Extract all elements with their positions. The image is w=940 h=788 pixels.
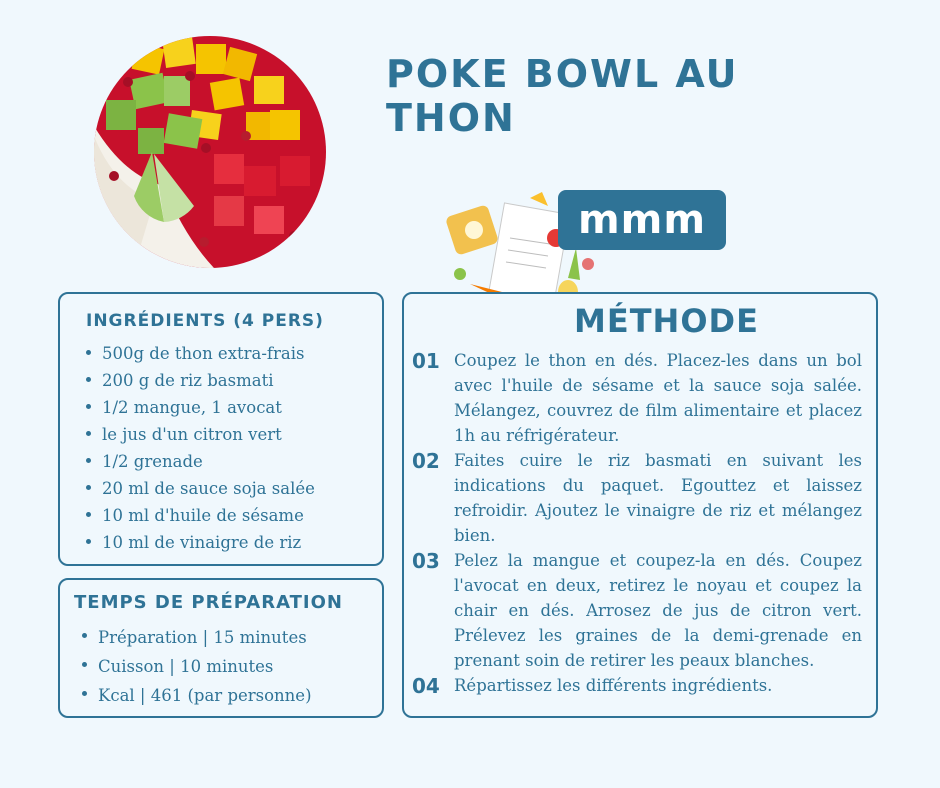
- step-number: 01: [412, 349, 440, 373]
- step-text: Répartissez les différents ingrédients.: [454, 676, 773, 695]
- list-item: [102, 475, 315, 502]
- list-item: [98, 652, 312, 681]
- list-item: [102, 367, 315, 394]
- prep-text: Cuisson | 10 minutes: [98, 657, 274, 676]
- prep-heading: TEMPS DE PRÉPARATION: [74, 592, 343, 613]
- method-step: [412, 548, 868, 673]
- recipe-title: POKE BOWL AU THON: [386, 52, 739, 140]
- method-step: [412, 348, 868, 448]
- list-item: [102, 448, 315, 475]
- list-item: [102, 502, 315, 529]
- prep-list: [98, 623, 312, 710]
- step-text: Pelez la mangue et coupez-la en dés. Coupez l'avocat en deux, retirez le noyau et coupez la chair en dés. Arrosez de jus de citron vert. Prélevez les graines de la demi-grenade en prenant soin de retirer les peaux blanches.: [454, 551, 862, 670]
- list-item: [98, 623, 312, 652]
- list-item: [98, 681, 312, 710]
- ingredients-list: [102, 340, 315, 556]
- prep-text: Préparation | 15 minutes: [98, 628, 307, 647]
- ingredient-text: le jus d'un citron vert: [102, 425, 282, 444]
- step-number: 04: [412, 674, 440, 698]
- ingredients-card: [58, 292, 384, 566]
- ingredient-text: 1/2 grenade: [102, 452, 203, 471]
- prep-time-card: [58, 578, 384, 718]
- poke-bowl-photo: [94, 36, 326, 268]
- method-step: [412, 673, 868, 698]
- method-heading: MÉTHODE: [574, 302, 759, 340]
- ingredients-heading: INGRÉDIENTS (4 PERS): [86, 311, 324, 331]
- step-text: Faites cuire le riz basmati en suivant les indications du paquet. Egouttez et laissez refroidir. Ajoutez le vinaigre de riz et mélangez bien.: [454, 451, 862, 545]
- ingredient-text: 10 ml de vinaigre de riz: [102, 533, 302, 552]
- list-item: [102, 340, 315, 367]
- step-text: Coupez le thon en dés. Placez-les dans un bol avec l'huile de sésame et la sauce soja salée. Mélangez, couvrez de film alimentaire et placez 1h au réfrigérateur.: [454, 351, 862, 445]
- method-card: [402, 292, 878, 718]
- mmm-logo: mmm: [558, 190, 726, 250]
- list-item: [102, 421, 315, 448]
- step-number: 02: [412, 449, 440, 473]
- ingredient-text: 20 ml de sauce soja salée: [102, 479, 315, 498]
- ingredient-text: 200 g de riz basmati: [102, 371, 274, 390]
- ingredient-text: 10 ml d'huile de sésame: [102, 506, 304, 525]
- list-item: [102, 394, 315, 421]
- list-item: [102, 529, 315, 556]
- ingredient-text: 1/2 mangue, 1 avocat: [102, 398, 282, 417]
- method-step: [412, 448, 868, 548]
- step-number: 03: [412, 549, 440, 573]
- prep-text: Kcal | 461 (par personne): [98, 686, 312, 705]
- ingredient-text: 500g de thon extra-frais: [102, 344, 305, 363]
